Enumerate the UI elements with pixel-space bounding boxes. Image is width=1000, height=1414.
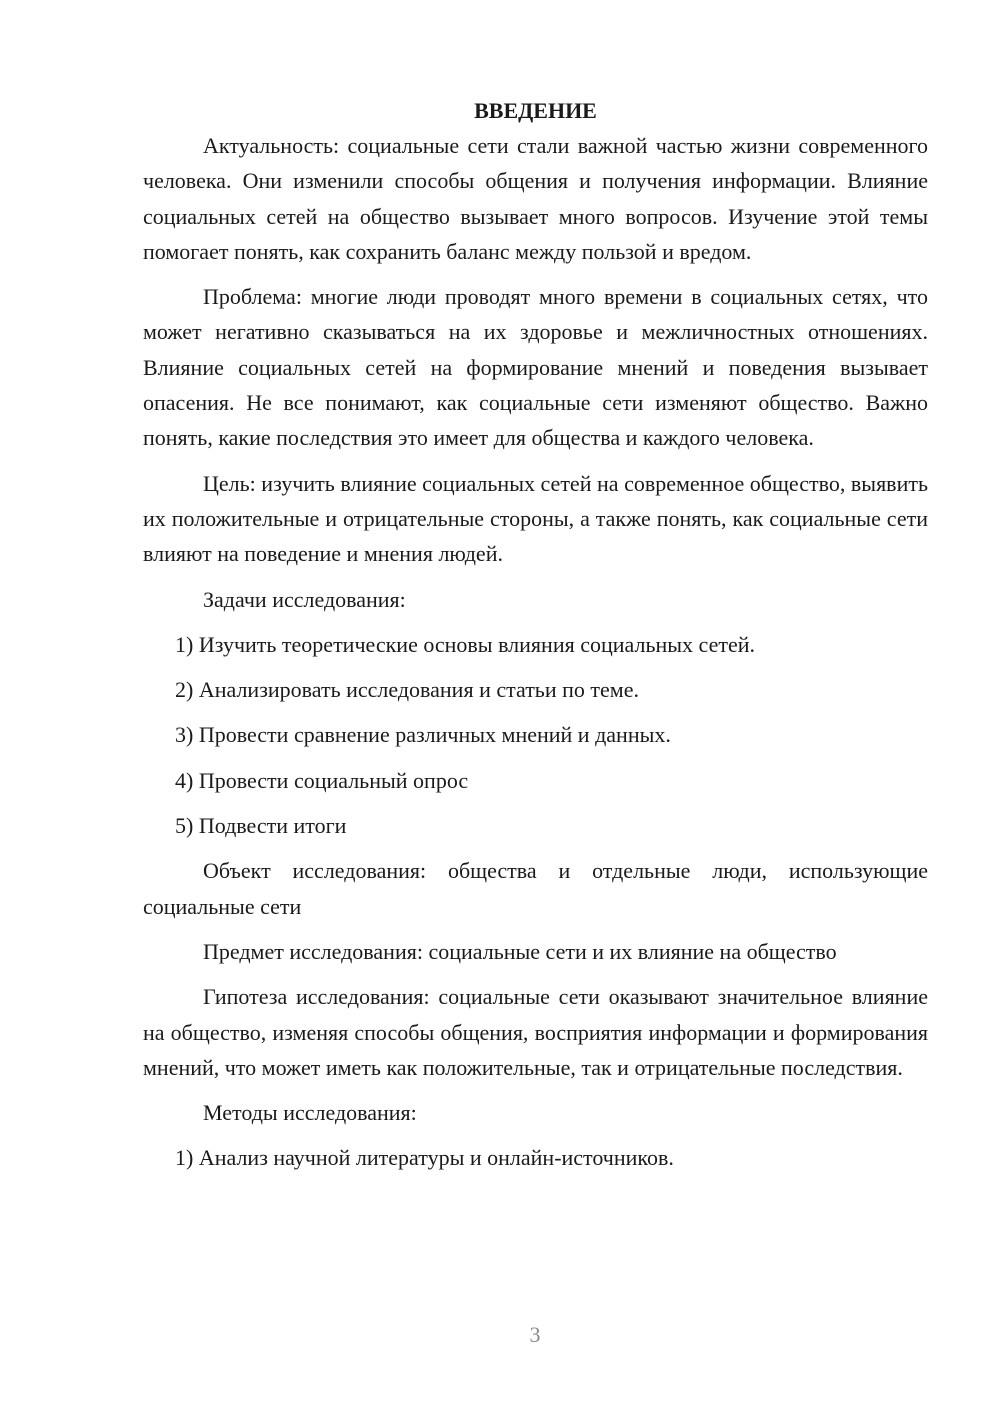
document-title: ВВЕДЕНИЕ <box>474 98 597 123</box>
tasks-heading: Задачи исследования: <box>203 586 406 612</box>
task-item: 1) Изучить теоретические основы влияния социальных сетей. <box>175 631 756 657</box>
task-item: 2) Анализировать исследования и статьи по теме. <box>175 677 639 703</box>
subject-paragraph: Предмет исследования: социальные сети и их влияние на общество <box>203 938 837 964</box>
goal-paragraph: Цель: изучить влияние социальных сетей на современное общество, выявить их положительные и отрицательные стороны, а также понять, как социальные сети влияют на поведение и мнения людей. <box>143 470 928 567</box>
document-page <box>143 93 928 1176</box>
relevance-paragraph: Актуальность: социальные сети стали важной частью жизни современного человека. Они изменили способы общения и получения информации. Влияние социальных сетей на общество вызывает много вопросов. Изучение этой темы помогает понять, как сохранить баланс между пользой и вредом. <box>143 133 928 264</box>
hypothesis-paragraph: Гипотеза исследования: социальные сети оказывают значительное влияние на общество, изменяя способы общения, восприятия информации и формирования мнений, что может иметь как положительные, так и отрицательные последствия. <box>143 984 928 1080</box>
methods-heading: Методы исследования: <box>203 1100 417 1126</box>
object-paragraph: Объект исследования: общества и отдельные люди, использующие социальные сети <box>143 858 928 919</box>
method-item: 1) Анализ научной литературы и онлайн-источников. <box>175 1145 674 1171</box>
task-item: 3) Провести сравнение различных мнений и данных. <box>175 722 671 748</box>
page-number: 3 <box>529 1322 541 1347</box>
task-item: 4) Провести социальный опрос <box>175 767 469 793</box>
task-item: 5) Подвести итоги <box>175 813 347 839</box>
problem-paragraph: Проблема: многие люди проводят много времени в социальных сетях, что может негативно сказываться на их здоровье и межличностных отношениях. Влияние социальных сетей на формирование мнений и поведения вызывает опасения. Не все понимают, как социальные сети изменяют общество. Важно понять, какие последствия это имеет для общества и каждого человека. <box>143 284 928 451</box>
